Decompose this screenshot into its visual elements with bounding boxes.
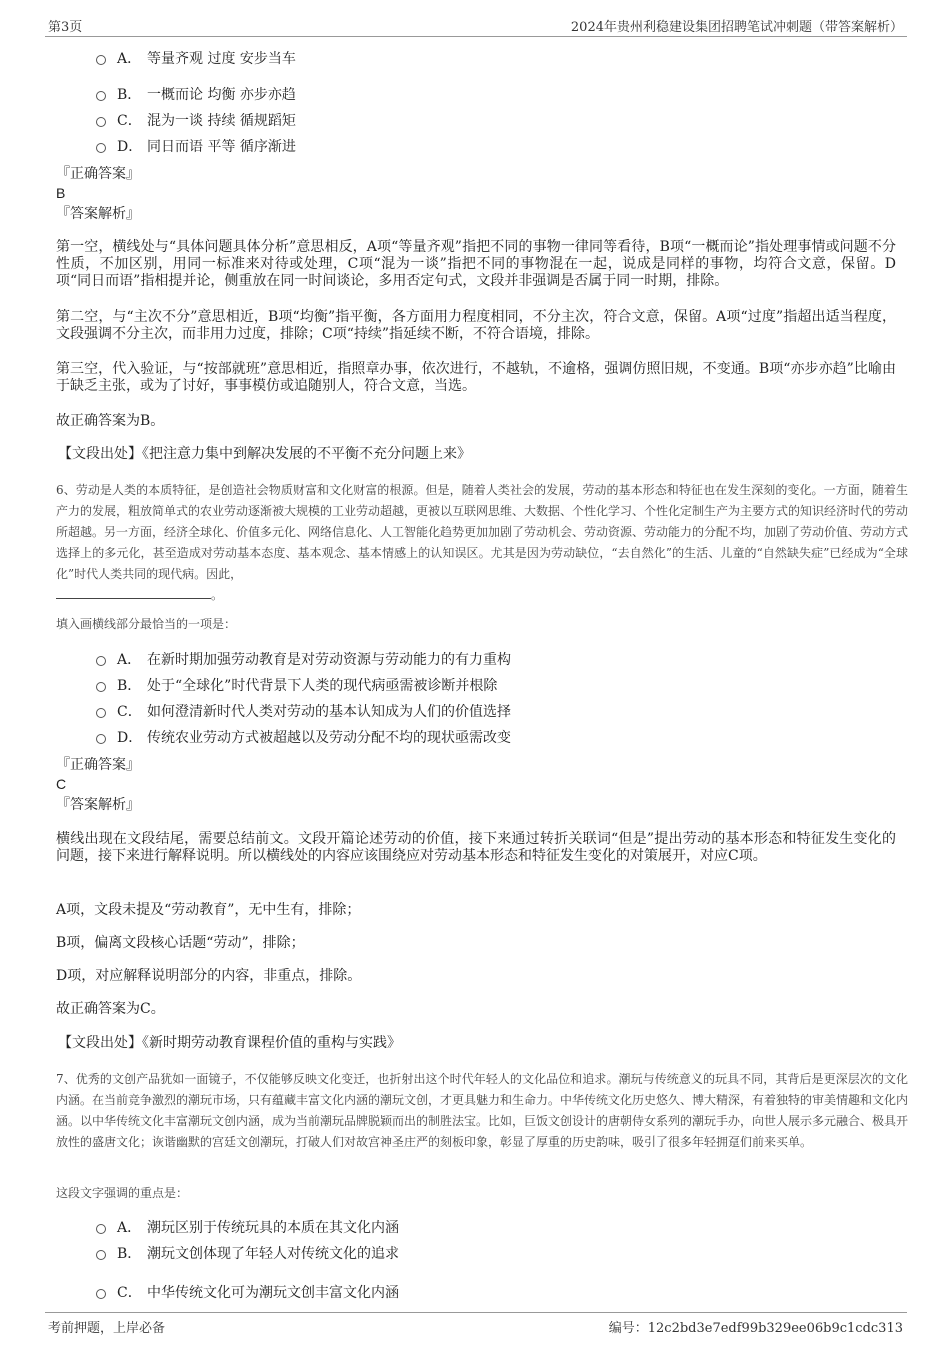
page-number: 第3页	[48, 20, 83, 35]
q6-option-b[interactable]: B． 处于“全球化”时代背景下人类的现代病亟需被诊断并根除	[96, 676, 497, 696]
q6-analysis-3: B项，偏离文段核心话题“劳动”，排除；	[56, 935, 305, 951]
q5-option-b[interactable]: B． 一概而论 均衡 亦步亦趋	[96, 85, 296, 105]
q5-option-d[interactable]: D． 同日而语 平等 循序渐进	[96, 137, 296, 157]
q6-option-a[interactable]: A． 在新时期加强劳动教育是对劳动资源与劳动能力的有力重构	[96, 650, 511, 670]
page-footer	[45, 1312, 907, 1335]
q6-analysis-5: 故正确答案为C。	[56, 1001, 165, 1017]
q7-option-c[interactable]: C． 中华传统文化可为潮玩文创丰富文化内涵	[96, 1283, 399, 1303]
radio-icon[interactable]	[96, 1224, 106, 1234]
radio-icon[interactable]	[96, 708, 106, 718]
option-text: 中华传统文化可为潮玩文创丰富文化内涵	[147, 1285, 399, 1301]
q6-prompt: 填入画横线部分最恰当的一项是：	[56, 617, 237, 631]
q6-source: 【文段出处】《新时期劳动教育课程价值的重构与实践》	[58, 1035, 401, 1051]
radio-icon[interactable]	[96, 682, 106, 692]
q6-analysis-4: D项，对应解释说明部分的内容，非重点，排除。	[56, 968, 362, 984]
option-text: 等量齐观 过度 安步当车	[147, 51, 296, 67]
option-text: 传统农业劳动方式被超越以及劳动分配不均的现状亟需改变	[147, 730, 511, 746]
q5-option-c[interactable]: C． 混为一谈 持续 循规蹈矩	[96, 111, 296, 131]
document-code: 编号：12c2bd3e7edf99b329ee06b9c1cdc313	[608, 1321, 903, 1336]
q7-option-b[interactable]: B． 潮玩文创体现了年轻人对传统文化的追求	[96, 1244, 399, 1264]
q5-analysis-label: 『答案解析』	[56, 206, 140, 222]
answer-blank	[56, 586, 211, 599]
page-header	[45, 10, 907, 37]
q6-answer: C	[56, 776, 67, 792]
radio-icon[interactable]	[96, 91, 106, 101]
q5-analysis-2: 第二空，与“主次不分”意思相近，B项“均衡”指平衡，各方面用力程度相同，不分主次，符合文意，保留。A项“过度”指超出适当程度，文段强调不分主次，而非用力过度，排除；C项“持续”指延续不断，不符合语境，排除。	[56, 309, 896, 342]
option-text: 潮玩区别于传统玩具的本质在其文化内涵	[147, 1220, 399, 1236]
option-text: 同日而语 平等 循序渐进	[147, 139, 296, 155]
radio-icon[interactable]	[96, 734, 106, 744]
q6-question-text: 6、劳动是人类的本质特征，是创造社会物质财富和文化财富的根源。但是，随着人类社会的发展，劳动的基本形态和特征也在发生深刻的变化。一方面，随着生产力的发展，粗放简单式的农业劳动逐渐被大规模的工业劳动超越，更被以互联网思维、大数据、个性化学习、个性化定制生产为主要方式的知识经济时代的劳动所超越。另一方面，经济全球化、价值多元化、网络信息化、人工智能化趋势更加加剧了劳动机会、劳动资源、劳动能力的分配不均，加剧了劳动价值、劳动方式选择上的多元化，甚至造成对劳动基本态度、基本观念、基本情感上的认知误区。尤其是因为劳动缺位，“去自然化”的生活、儿童的“自然缺失症”已经成为“全球化”时代人类共同的现代病。因此， 。	[56, 483, 909, 602]
q5-answer-label: 『正确答案』	[56, 166, 140, 182]
q5-answer: B	[56, 185, 66, 201]
option-text: 如何澄清新时代人类对劳动的基本认知成为人们的价值选择	[147, 704, 511, 720]
radio-icon[interactable]	[96, 55, 106, 65]
q6-analysis-label: 『答案解析』	[56, 797, 140, 813]
option-text: 潮玩文创体现了年轻人对传统文化的追求	[147, 1246, 399, 1262]
q7-prompt: 这段文字强调的重点是：	[56, 1186, 189, 1200]
option-text: 混为一谈 持续 循规蹈矩	[147, 113, 296, 129]
q6-analysis-1: 横线出现在文段结尾，需要总结前文。文段开篇论述劳动的价值，接下来通过转折关联词“但是”提出劳动的基本形态和特征发生变化的问题，接下来进行解释说明。所以横线处的内容应该围绕应对劳动基本形态和特征发生变化的对策展开，对应C项。	[56, 831, 896, 864]
radio-icon[interactable]	[96, 1289, 106, 1299]
q6-answer-label: 『正确答案』	[56, 757, 140, 773]
q6-analysis-2: A项，文段未提及“劳动教育”，无中生有，排除；	[56, 902, 361, 918]
document-title: 2024年贵州利稳建设集团招聘笔试冲刺题（带答案解析）	[570, 20, 903, 35]
q6-option-d[interactable]: D． 传统农业劳动方式被超越以及劳动分配不均的现状亟需改变	[96, 728, 511, 748]
option-text: 在新时期加强劳动教育是对劳动资源与劳动能力的有力重构	[147, 652, 511, 668]
q7-option-a[interactable]: A． 潮玩区别于传统玩具的本质在其文化内涵	[96, 1218, 399, 1238]
q5-source: 【文段出处】《把注意力集中到解决发展的不平衡不充分问题上来》	[58, 446, 471, 462]
q5-analysis-3: 第三空，代入验证，与“按部就班”意思相近，指照章办事，依次进行，不越轨，不逾格，强调仿照旧规，不变通。B项“亦步亦趋”比喻由于缺乏主张，或为了讨好，事事模仿或追随别人，符合文意，当选。	[56, 361, 896, 394]
q5-analysis-4: 故正确答案为B。	[56, 413, 165, 429]
radio-icon[interactable]	[96, 117, 106, 127]
q6-option-c[interactable]: C． 如何澄清新时代人类对劳动的基本认知成为人们的价值选择	[96, 702, 511, 722]
q7-question-text: 7、优秀的文创产品犹如一面镜子，不仅能够反映文化变迁，也折射出这个时代年轻人的文化品位和追求。潮玩与传统意义的玩具不同，其背后是更深层次的文化内涵。在当前竞争激烈的潮玩市场，只有蕴藏丰富文化内涵的潮玩文创，才更具魅力和生命力。中华传统文化历史悠久、博大精深，有着独特的审美情趣和文化内涵。以中华传统文化丰富潮玩文创内涵，成为当前潮玩品牌脱颖而出的制胜法宝。比如，巨饭文创设计的唐朝侍女系列的潮玩手办，向世人展示多元融合、极具开放性的盛唐文化；诙谐幽默的宫廷文创潮玩，打破人们对故宫神圣庄严的刻板印象，彰显了厚重的历史韵味，吸引了很多年轻拥趸们前来买单。	[56, 1072, 909, 1149]
radio-icon[interactable]	[96, 143, 106, 153]
radio-icon[interactable]	[96, 656, 106, 666]
option-text: 一概而论 均衡 亦步亦趋	[147, 87, 296, 103]
footer-slogan: 考前押题，上岸必备	[48, 1321, 166, 1336]
q5-analysis-1: 第一空，横线处与“具体问题具体分析”意思相反，A项“等量齐观”指把不同的事物一律同等看待，B项“一概而论”指处理事情或问题不分性质，不加区别，用同一标准来对待或处理，C项“混为一谈”指把不同的事物混在一起，说成是同样的事物，均符合文意，保留。D项“同日而语”指相提并论，侧重放在同一时间谈论，多用否定句式，文段并非强调是否属于同一时期，排除。	[56, 239, 896, 289]
radio-icon[interactable]	[96, 1250, 106, 1260]
option-text: 处于“全球化”时代背景下人类的现代病亟需被诊断并根除	[147, 678, 498, 694]
q5-option-a[interactable]: A． 等量齐观 过度 安步当车	[96, 49, 296, 69]
